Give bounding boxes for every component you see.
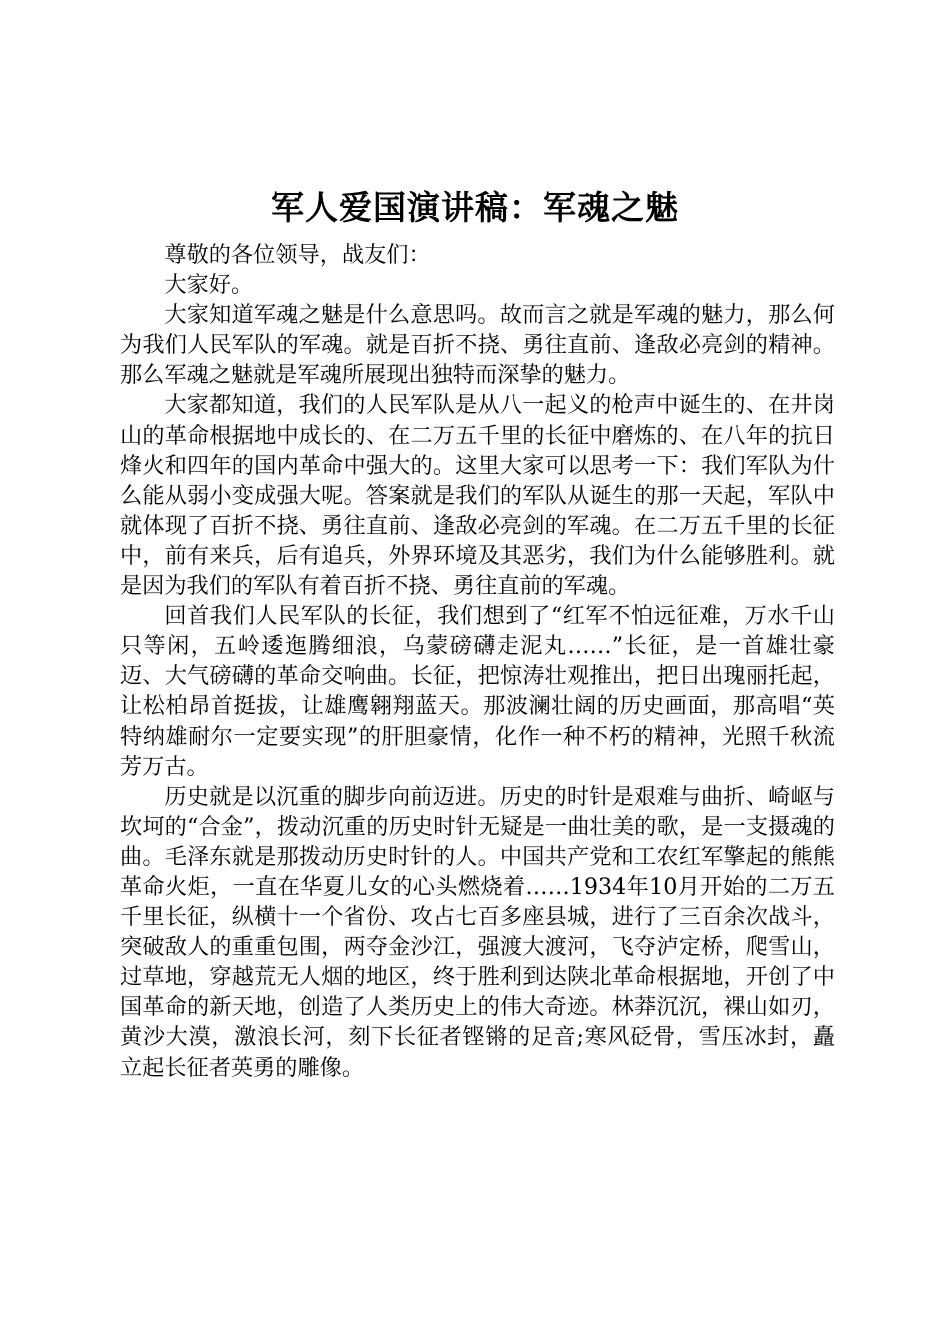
document-body	[120, 240, 835, 1083]
paragraph-greeting: 大家好。	[164, 272, 254, 299]
document-title: 军人爱国演讲稿：军魂之魅	[271, 188, 679, 227]
paragraph: 大家都知道，我们的人民军队是从八一起义的枪声中诞生的、在井岗山的革命根据地中成长的、在二万五千里的长征中磨炼的、在八年的抗日烽火和四年的国内革命中强大的。这里大家可以思考一下：我们军队为什么能从弱小变成强大呢。答案就是我们的军队从诞生的那一天起，军队中就体现了百折不挠、勇往直前、逢敌必亮剑的军魂。在二万五千里的长征中，前有来兵，后有追兵，外界环境及其恶劣，我们为什么能够胜利。就是因为我们的军队有着百折不挠、勇往直前的军魂。	[120, 392, 835, 600]
paragraph-salutation: 尊敬的各位领导，战友们：	[164, 242, 431, 268]
paragraph: 历史就是以沉重的脚步向前迈进。历史的时针是艰难与曲折、崎岖与坎坷的“合金”，拨动沉重的历史时针无疑是一曲壮美的歌，是一支摄魂的曲。毛泽东就是那拨动历史时针的人。中国共产党和工农红军擎起的熊熊革命火炬，一直在华夏儿女的心头燃烧着……1934年10月开始的二万五千里长征，纵横十一个省份、攻占七百多座县城，进行了三百余次战斗，突破敌人的重重包围，两夺金沙江，强渡大渡河，飞夺泸定桥，爬雪山，过草地，穿越荒无人烟的地区，终于胜利到达陕北革命根据地，开创了中国革命的新天地，创造了人类历史上的伟大奇迹。林莽沉沉，裸山如刃，黄沙大漠，激浪长河，刻下长征者铿锵的足音;寒风砭骨，雪压冰封，矗立起长征者英勇的雕像。	[120, 783, 835, 1081]
paragraph: 回首我们人民军队的长征，我们想到了“红军不怕远征难，万水千山只等闲，五岭逶迤腾细浪，乌蒙磅礴走泥丸……”长征，是一首雄壮豪迈、大气磅礴的革命交响曲。长征，把惊涛壮观推出，把日出瑰丽托起，让松柏昂首挺拔，让雄鹰翱翔蓝天。那波澜壮阔的历史画面，那高唱“英特纳雄耐尔一定要实现”的肝胆豪情，化作一种不朽的精神，光照千秋流芳万古。	[120, 603, 835, 780]
paragraph: 大家知道军魂之魅是什么意思吗。故而言之就是军魂的魅力，那么何为我们人民军队的军魂。就是百折不挠、勇往直前、逢敌必亮剑的精神。那么军魂之魅就是军魂所展现出独特而深挚的魅力。	[120, 302, 835, 389]
